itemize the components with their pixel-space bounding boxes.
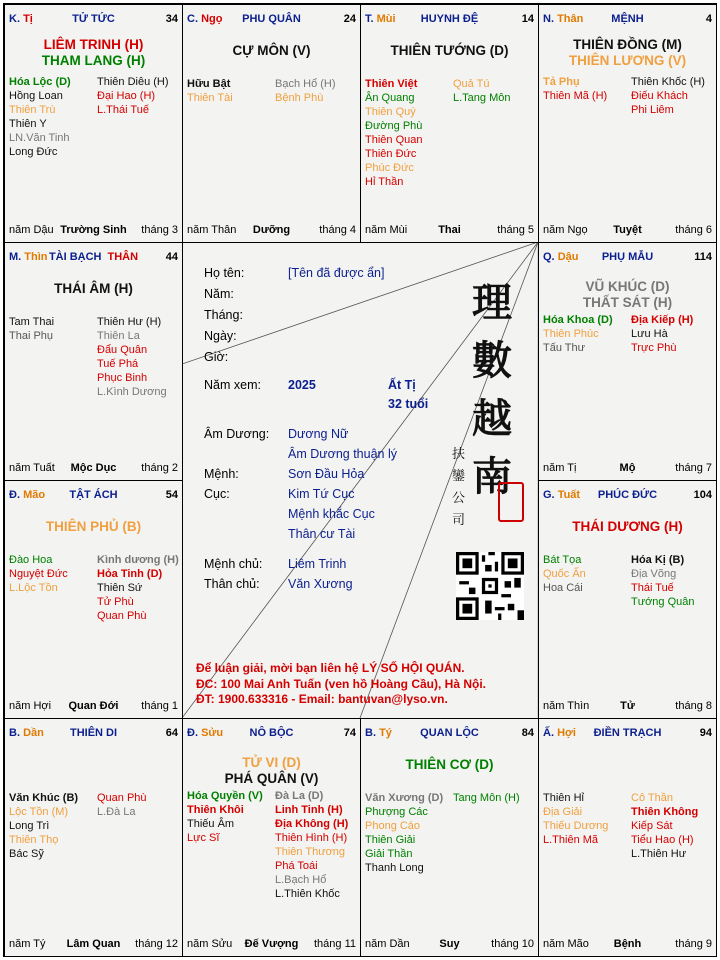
palace-name: HUYNH ĐỆ xyxy=(420,13,479,25)
minor-star: Hỏa Tinh (D) xyxy=(97,568,163,580)
minor-star: Đào Hoa xyxy=(9,554,53,566)
palace-footer xyxy=(543,224,712,238)
minor-stars-left xyxy=(9,553,68,595)
am-duong-value: Dương Nữ xyxy=(288,427,349,441)
cuc-relation: Mệnh khắc Cục xyxy=(288,507,375,521)
minor-star: Bát Tọa xyxy=(543,554,582,566)
palace-year: năm Tuất xyxy=(9,462,55,474)
palace-branch: T. Mùi xyxy=(365,13,396,25)
menh-chu-label: Mệnh chủ: xyxy=(204,557,263,571)
palace-branch: B. Dần xyxy=(9,727,44,739)
palace-cell-hoi[interactable] xyxy=(538,718,717,957)
minor-stars-left xyxy=(543,553,586,595)
minor-star: L.Đà La xyxy=(97,806,136,818)
minor-star: Tiểu Hao (H) xyxy=(631,834,694,846)
menh-label: Mệnh: xyxy=(204,467,239,481)
palace-cycle-stage: Tử xyxy=(620,700,635,712)
palace-year: năm Mùi xyxy=(365,224,408,236)
minor-star: Thiên Phúc xyxy=(543,328,599,340)
view-year-cycle: Ất Tị xyxy=(388,378,416,392)
palace-header xyxy=(543,251,712,265)
palace-name: TÀI BẠCH THÂN xyxy=(48,251,139,263)
minor-star: Thanh Long xyxy=(365,862,424,874)
minor-star: Tang Môn (H) xyxy=(453,792,520,804)
minor-star: Thiên Sứ xyxy=(97,582,143,594)
palace-header xyxy=(187,727,356,741)
palace-cycle-stage: Đế Vượng xyxy=(244,938,299,950)
minor-star: Hóa Khoa (D) xyxy=(543,314,613,326)
main-star: TỬ VI (D) xyxy=(242,755,301,770)
minor-stars-right xyxy=(453,791,520,805)
minor-stars-left xyxy=(365,77,422,189)
main-star: THÁI ÂM (H) xyxy=(54,281,133,296)
minor-star: Kiếp Sát xyxy=(631,820,673,832)
palace-name: THIÊN DI xyxy=(69,727,118,739)
minor-star: Thiếu Âm xyxy=(187,818,235,830)
palace-year: năm Dần xyxy=(365,938,410,950)
minor-star: Điếu Khách xyxy=(631,90,688,102)
palace-footer xyxy=(365,224,534,238)
minor-star: Địa Kiếp (H) xyxy=(631,314,694,326)
palace-year: năm Tị xyxy=(543,462,577,474)
minor-star: Phá Toái xyxy=(275,860,318,872)
day-label: Ngày: xyxy=(204,329,237,343)
minor-star: Bệnh Phù xyxy=(275,92,324,104)
palace-header xyxy=(365,727,534,741)
palace-name: PHU QUÂN xyxy=(242,13,301,25)
minor-star: Thiên Trù xyxy=(9,104,56,116)
palace-header xyxy=(543,13,712,27)
palace-branch: B. Tý xyxy=(365,727,392,739)
minor-star: Thái Tuế xyxy=(631,582,674,594)
minor-stars-left xyxy=(543,75,607,103)
palace-cycle-stage: Dưỡng xyxy=(252,224,291,236)
red-seal xyxy=(498,482,524,522)
main-star: THIÊN TƯỚNG (D) xyxy=(390,43,509,58)
minor-star: Long Trì xyxy=(9,820,50,832)
palace-month: tháng 10 xyxy=(491,938,534,950)
main-stars xyxy=(539,37,716,69)
cuc-label: Cục: xyxy=(204,487,230,501)
palace-year: năm Thìn xyxy=(543,700,590,712)
palace-header xyxy=(9,489,178,503)
palace-header xyxy=(365,13,534,27)
contact-phone-email[interactable]: ĐT: 1900.633316 - Email: bantuvan@lyso.vn. xyxy=(196,692,448,706)
palace-number: 84 xyxy=(521,727,534,739)
minor-star: Thiên Tài xyxy=(187,92,233,104)
main-star: VŨ KHÚC (D) xyxy=(585,279,670,294)
main-star: THẤT SÁT (H) xyxy=(582,295,673,310)
contact-info xyxy=(196,661,486,708)
palace-cycle-stage: Quan Đới xyxy=(68,700,119,712)
minor-star: Tướng Quân xyxy=(631,596,695,608)
minor-star: Tuế Phá xyxy=(97,358,139,370)
month-label: Tháng: xyxy=(204,308,243,322)
palace-branch: Ấ. Hợi xyxy=(543,727,576,739)
minor-star: Quan Phù xyxy=(97,792,147,804)
minor-stars-right xyxy=(631,791,698,861)
minor-stars-left xyxy=(9,315,54,343)
minor-star: Thiên Y xyxy=(9,118,47,130)
minor-star: Thiên Khôi xyxy=(187,804,244,816)
contact-address: ĐC: 100 Mai Anh Tuấn (ven hồ Hoàng Cầu), Hà Nội. xyxy=(196,676,487,691)
main-stars xyxy=(539,279,716,311)
palace-footer xyxy=(543,462,712,476)
minor-star: Kình dương (H) xyxy=(97,554,179,566)
minor-star: Phục Binh xyxy=(97,372,148,384)
minor-star: Bác Sỹ xyxy=(9,848,44,860)
minor-stars-left xyxy=(543,313,613,355)
than-chu-value: Văn Xương xyxy=(288,577,353,591)
palace-cycle-stage: Mộc Dục xyxy=(70,462,117,474)
palace-year: năm Ngọ xyxy=(543,224,588,236)
palace-month: tháng 4 xyxy=(319,224,356,236)
palace-number: 64 xyxy=(165,727,178,739)
palace-year: năm Hợi xyxy=(9,700,52,712)
minor-star: Ân Quang xyxy=(365,92,415,104)
minor-star: Cô Thần xyxy=(631,792,673,804)
main-stars xyxy=(539,519,716,535)
minor-star: Thiên Thọ xyxy=(9,834,59,846)
minor-star: Thiên Khốc (H) xyxy=(631,76,705,88)
palace-footer xyxy=(543,700,712,714)
palace-month: tháng 11 xyxy=(313,938,356,950)
palace-month: tháng 9 xyxy=(675,938,712,950)
minor-stars-right xyxy=(631,553,695,609)
minor-star: L.Thiên Hư xyxy=(631,848,687,860)
main-star: PHÁ QUÂN (V) xyxy=(224,771,319,786)
minor-stars-right xyxy=(631,313,693,355)
minor-stars-right xyxy=(97,553,179,623)
view-year-label: Năm xem: xyxy=(204,378,261,392)
palace-cell-ngo[interactable] xyxy=(182,4,361,243)
main-star: THIÊN CƠ (D) xyxy=(405,757,494,772)
palace-cycle-stage: Thai xyxy=(438,224,461,236)
palace-footer xyxy=(543,938,712,952)
palace-year: năm Mão xyxy=(543,938,589,950)
calligraphy-text: 理數越南 xyxy=(472,279,512,500)
name-value: [Tên đã được ẩn] xyxy=(288,266,385,280)
main-stars xyxy=(5,519,182,535)
seal-side-text: 扶鑾公司 xyxy=(452,447,466,528)
minor-star: L.Tang Môn xyxy=(453,92,511,104)
minor-star: Lộc Tồn (M) xyxy=(9,806,69,818)
palace-header xyxy=(543,727,712,741)
main-star: THAM LANG (H) xyxy=(41,53,146,68)
palace-header xyxy=(543,489,712,503)
minor-star: Tấu Thư xyxy=(543,342,586,354)
palace-cell-mui[interactable] xyxy=(360,4,539,243)
am-duong-label: Âm Dương: xyxy=(204,427,270,441)
main-stars xyxy=(183,43,360,59)
main-star: THIÊN PHỦ (B) xyxy=(45,519,142,534)
minor-stars-left xyxy=(187,77,233,105)
palace-cell-dau[interactable] xyxy=(538,242,717,481)
minor-star: Thiên Thương xyxy=(275,846,346,858)
than-marker: THÂN xyxy=(107,251,139,263)
palace-footer xyxy=(9,938,178,952)
palace-branch: Đ. Mão xyxy=(9,489,46,501)
minor-star: Hồng Loan xyxy=(9,90,63,102)
minor-star: Linh Tinh (H) xyxy=(275,804,343,816)
main-stars xyxy=(183,755,360,787)
minor-star: Phượng Các xyxy=(365,806,428,818)
minor-star: Hóa Lộc (D) xyxy=(9,76,71,88)
minor-star: Đà La (D) xyxy=(275,790,324,802)
minor-stars-left xyxy=(543,791,608,847)
minor-stars-right xyxy=(97,315,167,399)
palace-name: ĐIỀN TRẠCH xyxy=(593,727,662,739)
minor-star: Hóa Kị (B) xyxy=(631,554,685,566)
main-stars xyxy=(361,757,538,773)
palace-header xyxy=(9,13,178,27)
palace-header xyxy=(9,727,178,741)
minor-star: Trực Phù xyxy=(631,342,677,354)
palace-year: năm Thân xyxy=(187,224,237,236)
palace-branch: N. Thân xyxy=(543,13,584,25)
palace-footer xyxy=(187,224,356,238)
minor-star: Thiên Không xyxy=(631,806,699,818)
palace-branch: M. Thìn xyxy=(9,251,48,263)
palace-number: 44 xyxy=(165,251,178,263)
than-position: Thân cư Tài xyxy=(288,527,356,541)
palace-number: 104 xyxy=(693,489,712,501)
minor-star: Địa Giải xyxy=(543,806,583,818)
tuvi-chart xyxy=(3,3,717,957)
main-star: THIÊN LƯƠNG (V) xyxy=(568,53,687,68)
palace-number: 74 xyxy=(343,727,356,739)
minor-star: Văn Khúc (B) xyxy=(9,792,79,804)
than-chu-label: Thân chủ: xyxy=(204,577,260,591)
hour-label: Giờ: xyxy=(204,350,229,364)
palace-branch: Đ. Sửu xyxy=(187,727,224,739)
minor-star: Nguyệt Đức xyxy=(9,568,68,580)
minor-star: Thiên Quan xyxy=(365,134,423,146)
palace-footer xyxy=(9,700,178,714)
minor-star: Thiên Giải xyxy=(365,834,416,846)
minor-star: Giải Thần xyxy=(365,848,413,860)
menh-chu-value: Liêm Trinh xyxy=(288,557,347,571)
minor-star: Thiên La xyxy=(97,330,140,342)
palace-number: 14 xyxy=(521,13,534,25)
palace-cycle-stage: Mộ xyxy=(619,462,636,474)
palace-month: tháng 8 xyxy=(675,700,712,712)
palace-cycle-stage: Trường Sinh xyxy=(60,224,127,236)
year-label: Năm: xyxy=(204,287,234,301)
palace-cycle-stage: Suy xyxy=(439,938,460,950)
palace-cycle-stage: Bệnh xyxy=(613,938,642,950)
palace-branch: G. Tuất xyxy=(543,489,581,501)
palace-number: 114 xyxy=(694,251,712,263)
minor-stars-left xyxy=(9,791,78,861)
qr-code xyxy=(456,552,524,620)
palace-footer xyxy=(9,462,178,476)
minor-star: Phi Liêm xyxy=(631,104,674,116)
palace-name: PHỤ MẪU xyxy=(601,251,654,263)
am-duong-note: Âm Dương thuận lý xyxy=(288,447,397,461)
palace-footer xyxy=(9,224,178,238)
minor-star: Quan Phù xyxy=(97,610,147,622)
minor-star: LN.Văn Tinh xyxy=(9,132,70,144)
minor-star: Hoa Cái xyxy=(543,582,583,594)
minor-stars-right xyxy=(631,75,705,117)
contact-line-1: Để luận giải, mời bạn liên hệ LÝ SỐ HỘI QUÁN. xyxy=(196,661,465,675)
main-star: CỰ MÔN (V) xyxy=(232,43,311,58)
calligraphy-logo xyxy=(452,274,532,554)
palace-month: tháng 12 xyxy=(135,938,178,950)
palace-name: QUAN LỘC xyxy=(420,727,479,739)
minor-star: Đẩu Quân xyxy=(97,344,148,356)
main-star: THIÊN ĐỒNG (M) xyxy=(573,37,682,52)
palace-month: tháng 1 xyxy=(141,700,178,712)
palace-cell-than[interactable] xyxy=(538,4,717,243)
palace-cell-ty[interactable] xyxy=(360,718,539,957)
palace-cycle-stage: Lâm Quan xyxy=(66,938,121,950)
minor-star: Hỉ Thần xyxy=(365,176,404,188)
palace-number: 34 xyxy=(165,13,178,25)
minor-star: Thiên Hỉ xyxy=(543,792,584,804)
minor-star: Đại Hao (H) xyxy=(97,90,156,102)
minor-star: L.Lộc Tồn xyxy=(9,582,58,594)
minor-stars-right xyxy=(97,791,147,819)
palace-year: năm Tý xyxy=(9,938,46,950)
minor-star: Địa Không (H) xyxy=(275,818,349,830)
cuc-value: Kim Tứ Cục xyxy=(288,487,355,501)
minor-stars-right xyxy=(97,75,169,117)
minor-star: Thiên Mã (H) xyxy=(543,90,608,102)
minor-stars-right xyxy=(275,77,336,105)
palace-month: tháng 5 xyxy=(497,224,534,236)
minor-star: Đường Phù xyxy=(365,120,423,132)
palace-cell-suu[interactable] xyxy=(182,718,361,957)
minor-star: Lưu Hà xyxy=(631,328,668,340)
palace-cell-mao[interactable] xyxy=(4,480,183,719)
palace-name: TẬT ÁCH xyxy=(69,489,118,501)
minor-star: Tử Phù xyxy=(97,596,134,608)
palace-month: tháng 6 xyxy=(675,224,712,236)
minor-star: Tam Thai xyxy=(9,316,55,328)
palace-cell-thin[interactable] xyxy=(4,242,183,481)
minor-star: Hóa Quyền (V) xyxy=(187,790,263,802)
palace-cell-dan[interactable] xyxy=(4,718,183,957)
age: 32 tuổi xyxy=(388,397,429,411)
palace-name: NÔ BỘC xyxy=(249,727,294,739)
palace-footer xyxy=(365,938,534,952)
minor-stars-left xyxy=(365,791,443,875)
palace-number: 4 xyxy=(705,13,712,25)
minor-star: Phúc Đức xyxy=(365,162,414,174)
palace-header xyxy=(187,13,356,27)
palace-year: năm Dậu xyxy=(9,224,54,236)
minor-star: L.Thiên Khốc xyxy=(275,888,340,900)
palace-month: tháng 2 xyxy=(141,462,178,474)
minor-star: Thiên Quý xyxy=(365,106,416,118)
minor-star: L.Bạch Hổ xyxy=(275,874,327,886)
palace-name: PHÚC ĐỨC xyxy=(597,489,658,501)
minor-stars-right xyxy=(453,77,510,105)
palace-name: TỬ TỨC xyxy=(72,13,115,25)
menh-value: Sơn Đầu Hỏa xyxy=(288,467,365,481)
minor-stars-right xyxy=(275,789,348,901)
minor-star: Thiên Việt xyxy=(365,78,418,90)
palace-branch: Q. Dậu xyxy=(543,251,579,263)
main-star: THÁI DƯƠNG (H) xyxy=(572,519,683,534)
minor-star: Thiên Diêu (H) xyxy=(97,76,169,88)
palace-cycle-stage: Tuyệt xyxy=(613,224,642,236)
minor-star: L.Thiên Mã xyxy=(543,834,599,846)
palace-branch: K. Tị xyxy=(9,13,33,25)
minor-stars-left xyxy=(9,75,71,159)
palace-header xyxy=(9,251,178,265)
minor-star: Thai Phụ xyxy=(9,330,54,342)
palace-number: 94 xyxy=(699,727,712,739)
palace-number: 24 xyxy=(343,13,356,25)
minor-star: Địa Võng xyxy=(631,568,677,580)
minor-star: L.Kình Dương xyxy=(97,386,167,398)
palace-month: tháng 7 xyxy=(675,462,712,474)
main-stars xyxy=(5,281,182,297)
minor-star: L.Thái Tuế xyxy=(97,104,149,116)
main-stars xyxy=(361,43,538,59)
minor-star: Lực Sĩ xyxy=(187,832,220,844)
palace-branch: C. Ngọ xyxy=(187,13,223,25)
palace-year: năm Sửu xyxy=(187,938,233,950)
minor-star: Quốc Ấn xyxy=(543,568,586,580)
minor-stars-left xyxy=(187,789,263,845)
name-label: Họ tên: xyxy=(204,266,245,280)
minor-star: Quả Tú xyxy=(453,78,490,90)
minor-star: Long Đức xyxy=(9,146,58,158)
minor-star: Thiếu Dương xyxy=(543,820,609,832)
palace-cell-tuat[interactable] xyxy=(538,480,717,719)
main-star: LIÊM TRINH (H) xyxy=(43,37,144,52)
minor-star: Bạch Hổ (H) xyxy=(275,78,336,90)
palace-number: 54 xyxy=(165,489,178,501)
palace-footer xyxy=(187,938,356,952)
view-year: 2025 xyxy=(288,378,316,392)
minor-star: Thiên Hư (H) xyxy=(97,316,162,328)
minor-star: Hữu Bật xyxy=(187,78,231,90)
minor-star: Phong Cáo xyxy=(365,820,421,832)
main-stars xyxy=(5,37,182,69)
minor-star: Tả Phụ xyxy=(543,76,580,88)
palace-name: MỆNH xyxy=(611,13,644,25)
palace-month: tháng 3 xyxy=(141,224,178,236)
palace-cell-ti[interactable] xyxy=(4,4,183,243)
minor-star: Thiên Hình (H) xyxy=(275,832,348,844)
minor-star: Thiên Đức xyxy=(365,148,417,160)
minor-star: Văn Xương (D) xyxy=(365,792,444,804)
